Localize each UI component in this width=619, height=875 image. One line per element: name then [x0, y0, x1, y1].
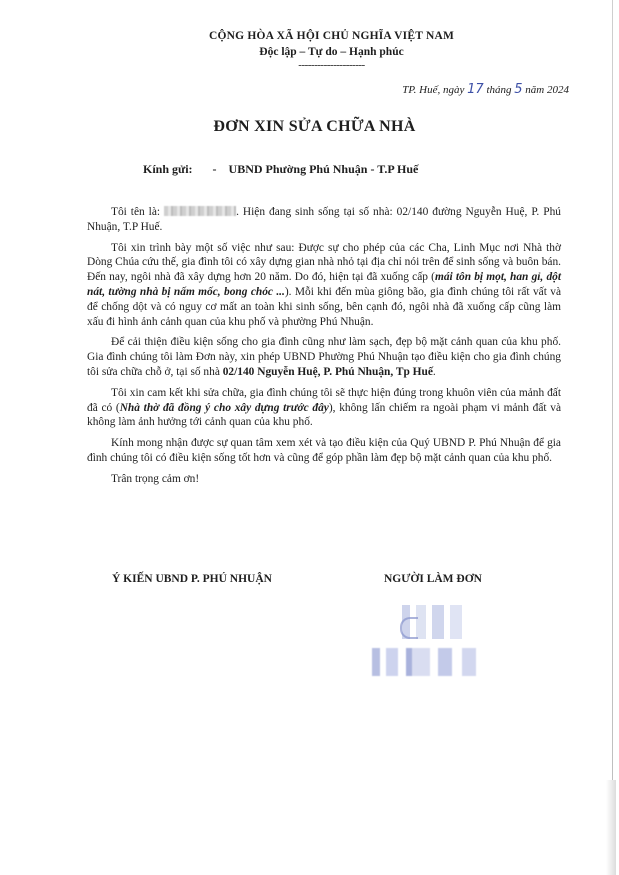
recipient-name: UBND Phường Phú Nhuận - T.P Huế [228, 162, 419, 176]
situation-end: ). Mỗi khi đến mùa giông bão, gia đình chúng tôi rất vất và để chống dột và có nguy cơ mất an toàn khi sinh sống, bên cạnh đó, ngôi nhà đã xuống cấp cũng làm xấu đi hình ảnh cảnh quan của khu phố và phường Phú Nhuận. [87, 285, 561, 328]
handwritten-month: 5 [514, 82, 523, 97]
recipient-line [143, 162, 418, 177]
month-label: tháng [486, 84, 512, 96]
intro-rest: . Hiện đang sinh sống tại số nhà: 02/140 đường Nguyễn Huệ, P. Phú Nhuận, T.P Huế. [87, 206, 561, 233]
ward-opinion-label: Ý KIẾN UBND P. PHÚ NHUẬN [112, 573, 272, 585]
commitment-emphasis: Nhà thờ đã đồng ý cho xây dựng trước đây [119, 401, 329, 414]
request-address: 02/140 Nguyễn Huệ, P. Phú Nhuận, Tp Huế [222, 365, 433, 378]
handwritten-day: 17 [467, 82, 484, 97]
paragraph-request [87, 335, 561, 379]
paragraph-commitment [87, 386, 561, 430]
recipient-label: Kính gửi: [143, 162, 193, 176]
year-label: năm 2024 [525, 84, 569, 96]
national-title: CỘNG HÒA XÃ HỘI CHỦ NGHĨA VIỆT NAM [208, 30, 455, 42]
document-title: ĐƠN XIN SỬA CHỮA NHÀ [213, 118, 416, 135]
header-divider: --------------------- [298, 59, 365, 71]
letter-body [87, 205, 561, 493]
motto: Độc lập – Tự do – Hạnh phúc [259, 46, 404, 58]
scan-shadow [606, 780, 616, 875]
intro-start: Tôi tên là: [111, 206, 161, 218]
paragraph-situation [87, 241, 561, 330]
paragraph-thanks: Trân trọng cảm ơn! [111, 472, 200, 485]
place-date [402, 82, 569, 97]
recipient-dash: - [212, 162, 217, 176]
place-date-prefix: TP. Huế, ngày [402, 84, 465, 96]
commitment-end: ), không lấn chiếm ra ngoài phạm vi mảnh đất và không làm ảnh hưởng tới cảnh quan của khu phố. [87, 401, 562, 429]
redacted-name [164, 206, 236, 216]
applicant-label: NGƯỜI LÀM ĐƠN [384, 573, 482, 585]
redacted-signature [396, 605, 468, 639]
commitment-start: Tôi xin cam kết khi sửa chữa, gia đình chúng tôi sẽ thực hiện đúng trong khuôn viên của mảnh đất đã có ( [87, 386, 561, 414]
situation-start: Tôi xin trình bày một số việc như sau: Được sự cho phép của các Cha, Linh Mục nơi Nhà thờ Dòng Chúa cứu thế, gia đình tôi có xây dựng gian nhà nhỏ tại địa chỉ nói trên để sinh sống và buôn bán. Đến nay, ngôi nhà đã xây dựng hơn 20 năm. Do đó, hiện tại đã xuống cấp ( [87, 241, 561, 284]
paragraph-intro [87, 205, 561, 235]
redacted-applicant-name [372, 648, 484, 676]
request-start: Để cải thiện điều kiện sống cho gia đình cũng như làm sạch, đẹp bộ mặt cảnh quan của khu phố. Gia đình chúng tôi làm Đơn này, xin phép UBND Phường Phú Nhuận tạo điều kiện cho gia đình chúng tôi sửa chữa chỗ ở, tại số nhà [87, 336, 561, 378]
request-end: . [432, 365, 436, 378]
paragraph-closing: Kính mong nhận được sự quan tâm xem xét và tạo điều kiện của Quý UBND P. Phú Nhuận để gia đình chúng tôi có điều kiện sống tốt hơn và cũng để góp phần làm đẹp bộ mặt cảnh quan của khu phố. [87, 437, 561, 464]
situation-emphasis: mái tôn bị mọt, han gỉ, dột nát, tường nhà bị nấm mốc, bong chóc ... [87, 271, 562, 298]
